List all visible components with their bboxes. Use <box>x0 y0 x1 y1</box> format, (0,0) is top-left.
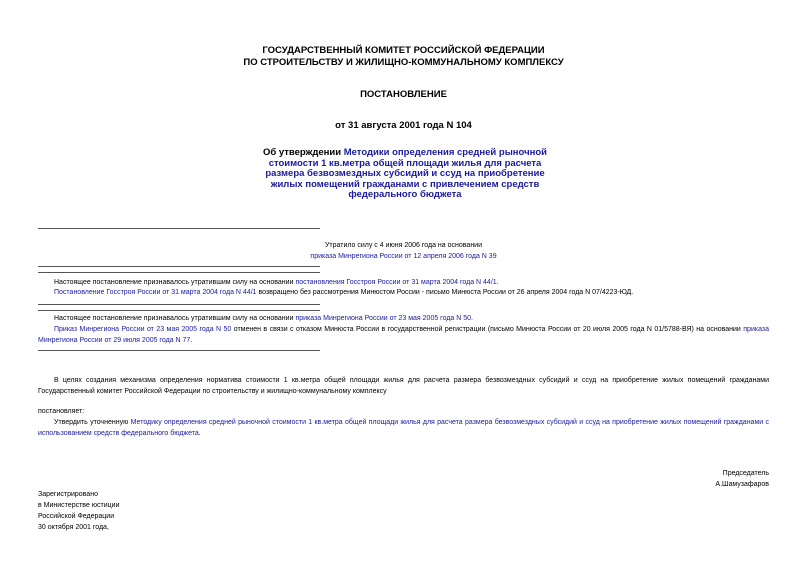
methodology-link[interactable]: Методику определения средней рыночной стоимости 1 кв.метра общей площади жилья для расчета размера безвозмездных субсидий и ссуд на приобретение жилых помещений гражданами с использованием средств федерального бюджета <box>38 419 769 437</box>
document-date-number: от 31 августа 2001 года N 104 <box>335 120 472 131</box>
note-3-end: . <box>471 315 473 322</box>
note-4-text: отменен в связи с отказом Минюста России в государственной регистрации (письмо Минюста России от 20 июля 2005 года N 01/5788-ВЯ) на основании <box>231 326 744 333</box>
registration-line-3: Российской Федерации <box>38 513 115 520</box>
note-4-end: . <box>190 337 193 344</box>
registration-line-2: в Министерстве юстиции <box>38 502 120 509</box>
signatory-name: А.Шамузафаров <box>715 481 769 488</box>
resolution-prefix: Утвердить уточненную <box>54 419 131 426</box>
note-1 <box>54 278 499 287</box>
resolution-paragraph <box>38 417 769 439</box>
divider <box>38 228 320 229</box>
divider <box>38 310 320 311</box>
note-4 <box>38 324 769 346</box>
divider <box>38 272 320 273</box>
preamble-paragraph <box>38 375 769 397</box>
note-1-text: Настоящее постановление признавалось утратившим силу на основании <box>54 279 296 286</box>
methodology-title-link[interactable]: Методики определения средней рыночной стоимости 1 кв.метра общей площади жилья для расчета размера безвозмездных субсидий и ссуд на приобретение жилых помещений гражданами с привлечением средств федерального бюджета <box>265 147 548 200</box>
document-title <box>250 148 560 201</box>
resolves-word: постановляет: <box>38 408 85 415</box>
title-prefix: Об утверждении <box>262 147 344 158</box>
order-39-link[interactable]: приказа Минрегиона России от 12 апреля 2006 года N 39 <box>310 253 497 260</box>
lost-force-text: Утратило силу с 4 июня 2006 года на основании <box>324 242 483 249</box>
order-50-link-2[interactable]: Приказ Минрегиона России от 23 мая 2005 года N 50 <box>54 326 232 333</box>
divider <box>38 266 320 267</box>
order-50-link[interactable]: приказа Минрегиона России от 23 мая 2005 года N 50 <box>295 315 472 322</box>
note-3-text: Настоящее постановление признавалось утратившим силу на основании <box>54 315 296 322</box>
committee-name <box>0 45 807 69</box>
order-77-link[interactable]: приказа Минрегиона России от 29 июля 2005 года N 77 <box>38 326 769 344</box>
resolution-end: . <box>198 430 201 437</box>
committee-line-2: ПО СТРОИТЕЛЬСТВУ И ЖИЛИЩНО-КОММУНАЛЬНОМУ КОМПЛЕКСУ <box>243 57 564 68</box>
resolution-44-1-link[interactable]: постановления Госстроя России от 31 марта 2004 года N 44/1 <box>295 279 497 286</box>
signatory-role: Председатель <box>722 470 769 477</box>
committee-line-1: ГОСУДАРСТВЕННЫЙ КОМИТЕТ РОССИЙСКОЙ ФЕДЕРАЦИИ <box>262 45 545 56</box>
preamble-text: В целях создания механизма определения норматива стоимости 1 кв.метра общей площади жилья для расчета размера безвозмездных субсидий и ссуд на приобретение жилых помещений гражданами Государственный комитет Российской Федерации по строительству и жилищно-коммунальному комплексу <box>38 377 769 395</box>
divider <box>38 350 320 351</box>
signature-block <box>715 468 769 490</box>
note-2 <box>54 288 633 297</box>
divider <box>38 304 320 305</box>
resolution-44-1-link-2[interactable]: Постановление Госстроя России от 31 марта 2004 года N 44/1 <box>54 289 257 296</box>
lost-force-notice <box>0 240 807 262</box>
registration-line-4: 30 октября 2001 года, <box>38 524 109 531</box>
note-3 <box>54 314 473 323</box>
note-1-end: . <box>496 279 499 286</box>
document-type: ПОСТАНОВЛЕНИЕ <box>360 89 447 100</box>
note-2-text: возвращено без рассмотрения Минюстом России - письмо Минюста России от 26 апреля 2004 года N 07/4223-ЮД. <box>256 289 634 296</box>
registration-block <box>38 489 119 533</box>
registration-line-1: Зарегистрировано <box>38 491 98 498</box>
